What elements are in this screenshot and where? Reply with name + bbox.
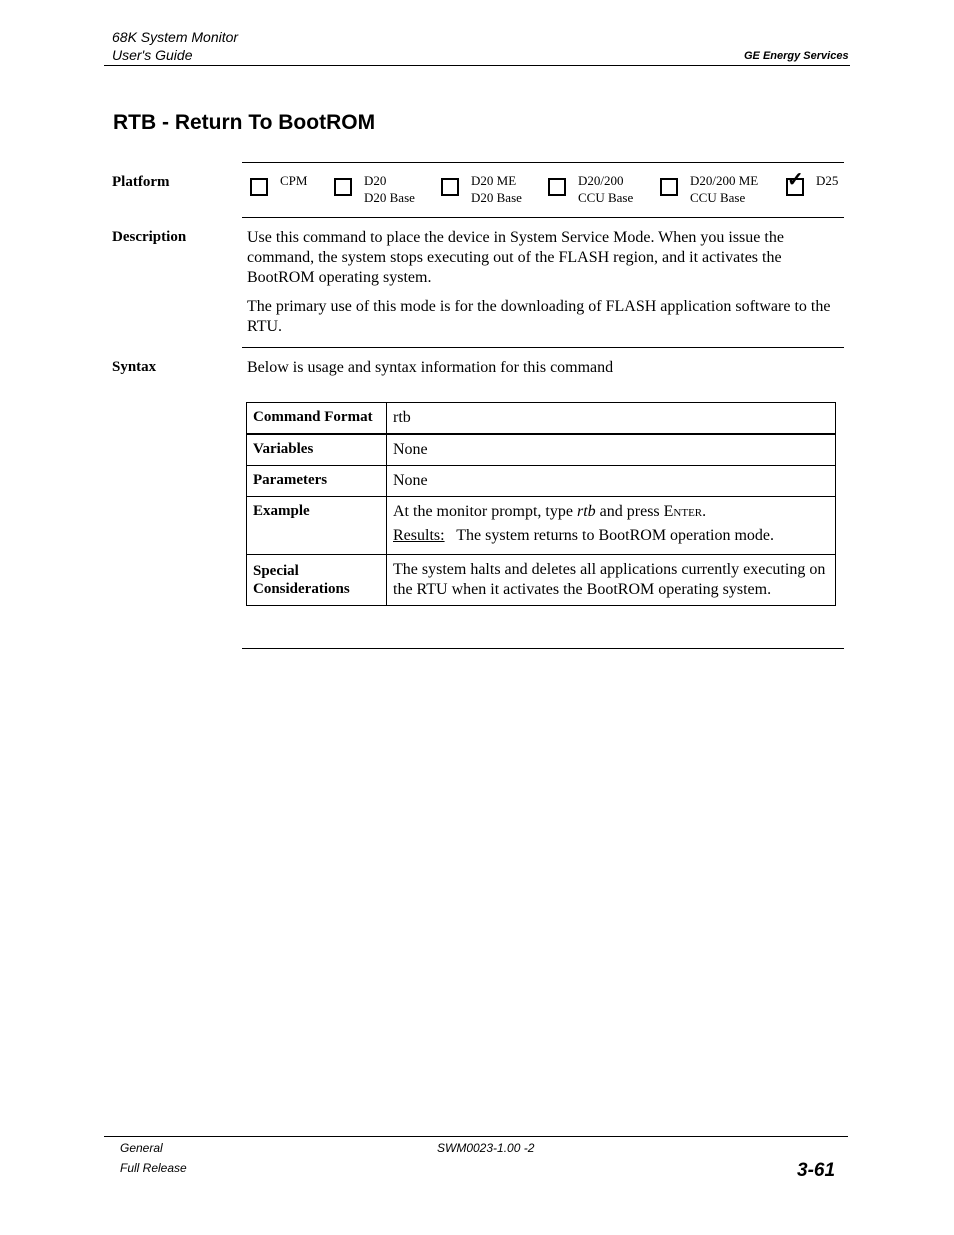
platform-checkbox-d20-me <box>441 178 459 196</box>
example-label: Example <box>247 497 387 555</box>
footer-divider <box>104 1136 848 1137</box>
header-doc-title <box>112 28 238 64</box>
table-row <box>247 555 836 606</box>
header-company: GE Energy Services <box>744 50 849 62</box>
special-considerations-value: The system halts and deletes all applications currently executing on the RTU when it activates the BootROM operating system. <box>387 555 836 606</box>
description-divider <box>242 347 844 348</box>
footer-doc-id: SWM0023-1.00 -2 <box>437 1141 535 1155</box>
example-command: rtb <box>576 503 596 520</box>
platform-checkbox-d20-200-me <box>660 178 678 196</box>
description-label: Description <box>112 229 187 245</box>
footer-release: Full Release <box>120 1161 187 1175</box>
table-row <box>247 403 836 435</box>
command-format-value: rtb <box>387 403 836 435</box>
page-number: 3-61 <box>797 1160 836 1181</box>
results-label: Results: <box>393 527 445 544</box>
footer-general: General <box>120 1141 163 1155</box>
special-considerations-label: Special Considerations <box>247 555 387 606</box>
description-body <box>247 228 839 346</box>
platform-checkbox-d20-200 <box>548 178 566 196</box>
description-paragraph-2: The primary use of this mode is for the downloading of FLASH application software to the RTU. <box>247 298 831 335</box>
description-paragraph-1: Use this command to place the device in System Service Mode. When you issue the command, the system stops executing out of the FLASH region, and it activates the BootROM operating system. <box>247 229 784 286</box>
example-value <box>387 497 836 555</box>
table-row <box>247 497 836 555</box>
variables-label: Variables <box>247 434 387 466</box>
platform-bottom-divider <box>242 217 844 218</box>
checkmark-icon: ✓ <box>787 169 804 191</box>
platform-label-d20: D20 D20 Base <box>364 173 415 205</box>
section-end-divider <box>242 648 844 649</box>
variables-value: None <box>387 434 836 466</box>
command-table <box>246 402 836 606</box>
platform-label: Platform <box>112 174 170 190</box>
header-line-2: User's Guide <box>112 47 193 63</box>
platform-label-d20-me: D20 ME D20 Base <box>471 173 522 205</box>
example-results <box>393 526 829 546</box>
platform-checkbox-d20 <box>334 178 352 196</box>
syntax-intro: Below is usage and syntax information for this command <box>247 359 614 376</box>
platform-label-cpm: CPM <box>280 173 308 188</box>
platform-label-d20-200-me: D20/200 ME CCU Base <box>690 173 759 205</box>
table-row <box>247 434 836 466</box>
results-text: The system returns to BootROM operation mode. <box>456 527 775 544</box>
header-line-1: 68K System Monitor <box>112 29 239 45</box>
syntax-label: Syntax <box>112 359 157 375</box>
page-title: RTB - Return To BootROM <box>113 111 376 134</box>
platform-top-divider <box>242 162 844 163</box>
parameters-label: Parameters <box>247 466 387 497</box>
table-row <box>247 466 836 497</box>
header-divider <box>104 65 850 66</box>
platform-label-d25: D25 <box>816 173 839 188</box>
parameters-value: None <box>387 466 836 497</box>
platform-label-d20-200: D20/200 CCU Base <box>578 173 634 205</box>
command-format-label: Command Format <box>247 403 387 435</box>
platform-checkbox-cpm <box>250 178 268 196</box>
enter-key: Enter <box>663 503 703 520</box>
example-instruction: At the monitor prompt, type rtb and press Enter. <box>393 503 707 520</box>
